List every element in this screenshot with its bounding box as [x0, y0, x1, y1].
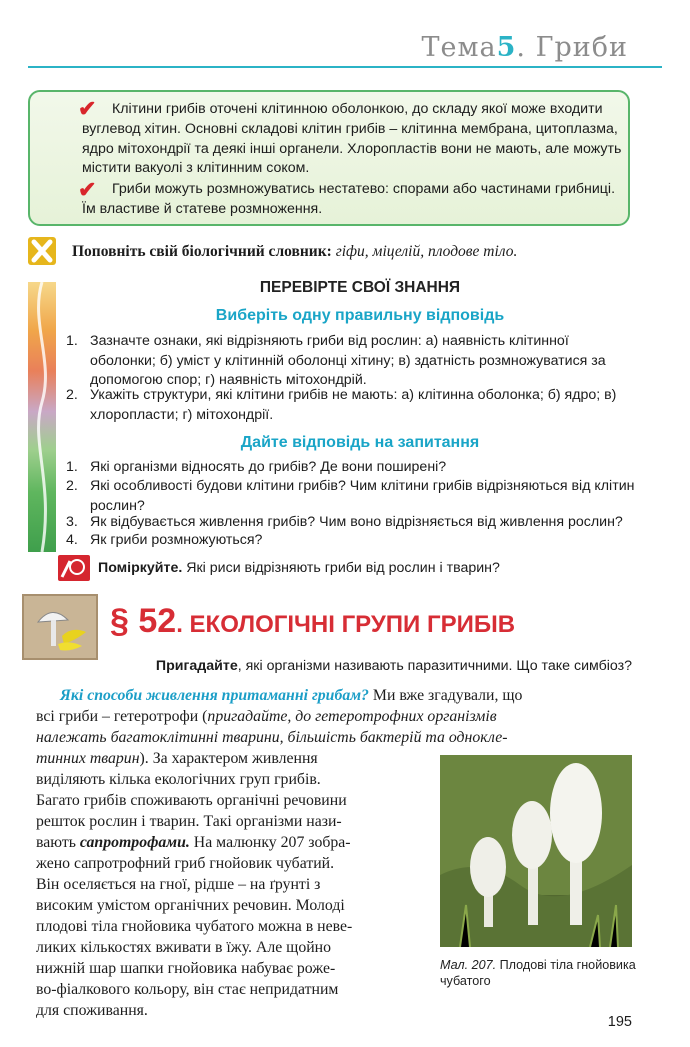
body-line: нижній шар шапки гнойовика набуває роже-	[36, 960, 336, 977]
page-number: 195	[607, 1014, 632, 1030]
dictionary-label: Поповніть свій біологічний словник:	[72, 243, 332, 260]
body-line	[36, 727, 508, 748]
list-item	[66, 458, 636, 478]
recall-text: , які організми називають паразитичними. Що таке симбіоз?	[237, 658, 632, 674]
figure-caption-text: Плодові тіла гнойовика чубатого	[440, 958, 636, 988]
chapter-header	[422, 32, 629, 63]
body-line: Він оселяється на гної, рідше – на ґрунті з	[36, 876, 321, 893]
body-line	[36, 832, 351, 853]
summary-paragraph-1: Клітини грибів оточені клітинною оболонкою, до складу якої може входити вуглевод хітин. Основні складові клітин грибів – клітинна мембрана, цитоплазма, ядро мітохондрії та деякі інші органели. Хлоропластів вони не мають, але можуть містити вакуолі з клітинним соком.	[82, 101, 622, 177]
list-item	[66, 386, 636, 425]
body-line	[36, 706, 497, 727]
item-text: Укажіть структури, які клітини грибів не мають: а) клітинна оболонка; б) ядро; в) хлоропласти; г) мітохондрії.	[90, 387, 617, 423]
list-item	[66, 332, 636, 391]
body-text: Ми вже згадували, що	[368, 687, 523, 704]
section-name: ЕКОЛОГІЧНІ ГРУПИ ГРИБІВ	[189, 611, 516, 638]
figure-caption	[440, 957, 640, 989]
list-item	[66, 513, 636, 533]
body-line: жено сапротрофний гриб гнойовик чубатий.	[36, 855, 335, 872]
list-item	[66, 531, 636, 551]
think-text: Які риси відрізняють гриби від рослин і тварин?	[186, 560, 500, 576]
body-line: для споживання.	[36, 1002, 148, 1019]
body-text: ). За характером живлення	[139, 750, 318, 767]
item-number: 4.	[66, 532, 78, 548]
item-text: Які особливості будови клітини грибів? Чим клітини грибів відрізняються від клітин рослин?	[90, 478, 635, 514]
topic-name: Гриби	[535, 32, 628, 63]
body-text: всі гриби – гетеротрофи (	[36, 708, 208, 725]
body-line: во-фіалкового кольору, він стає непридатним	[36, 981, 339, 998]
item-number: 1.	[66, 459, 78, 475]
item-text: Які організми відносять до грибів? Де вони поширені?	[90, 459, 447, 475]
section-illustration	[22, 594, 98, 660]
body-line: ликих кількостях вживати в їжу. Але щойно	[36, 939, 332, 956]
checkmark-icon: ✔	[78, 96, 97, 121]
body-line: Багато грибів споживають органічні речовини	[36, 792, 347, 809]
body-line: плодові тіла гнойовика чубатого можна в неве-	[36, 918, 353, 935]
recall-prompt	[156, 658, 632, 674]
think-prompt	[98, 560, 500, 576]
decorative-side-strip	[28, 282, 56, 552]
choose-answer-heading: Виберіть одну правильну відповідь	[215, 307, 505, 324]
think-icon	[58, 555, 90, 581]
item-number: 3.	[66, 514, 78, 530]
summary-paragraph-2: Гриби можуть розмножуватись нестатево: спорами або частинами грибниці. Їм властиве й статеве розмноження.	[82, 181, 616, 217]
body-text-italic: належать багатоклітинні тварини, більшість бактерій та однокле-	[36, 729, 508, 746]
body-text-italic: пригадайте, до гетеротрофних організмів	[207, 708, 497, 725]
answer-questions-heading: Дайте відповідь на запитання	[240, 434, 480, 451]
section-question: Які способи живлення притаманні грибам?	[60, 687, 369, 704]
body-line: високим умістом органічних речовин. Молоді	[36, 897, 345, 914]
item-text: Як гриби розмножуються?	[90, 532, 263, 548]
dictionary-terms: гіфи, міцелій, плодове тіло.	[335, 243, 518, 260]
topic-label: Тема	[421, 32, 497, 63]
topic-number: 5	[496, 32, 517, 63]
section-number: § 52	[110, 602, 177, 640]
summary-box	[28, 90, 630, 226]
list-item	[66, 477, 636, 516]
header-divider	[28, 66, 662, 68]
figure-label: Мал. 207.	[440, 958, 497, 972]
body-line	[60, 685, 522, 706]
dictionary-line	[72, 243, 517, 261]
dictionary-icon	[28, 237, 56, 265]
item-number: 2.	[66, 387, 78, 403]
body-line	[36, 748, 318, 769]
item-number: 2.	[66, 478, 78, 494]
topic-separator: .	[516, 32, 526, 63]
mushroom-photo	[440, 755, 632, 947]
term-saprotrophs: сапротрофами.	[79, 834, 190, 851]
recall-label: Пригадайте	[155, 658, 238, 674]
body-text-italic: тинних тварин	[36, 750, 140, 767]
think-label: Поміркуйте.	[98, 560, 183, 576]
body-line: виділяють кілька екологічних груп грибів.	[36, 771, 321, 788]
checkmark-icon: ✔	[78, 177, 97, 202]
item-number: 1.	[66, 333, 78, 349]
item-text: Як відбувається живлення грибів? Чим воно відрізняється від живлення рослин?	[90, 514, 623, 530]
body-text: вають	[36, 834, 80, 851]
body-line: решток рослин і тварин. Такі організми нази-	[36, 813, 342, 830]
section-title: § 52. ЕКОЛОГІЧНІ ГРУПИ ГРИБІВ	[110, 602, 516, 640]
body-text: На малюнку 207 зобра-	[189, 834, 351, 851]
item-text: Зазначте ознаки, які відрізняють гриби від рослин: а) наявність клітинної оболонки; б) уміст у клітинній оболонці хітину; в) здатність розмножуватися за допомогою спор; г) наявність мітохондрій.	[90, 333, 606, 389]
check-knowledge-title: ПЕРЕВІРТЕ СВОЇ ЗНАННЯ	[259, 279, 461, 296]
